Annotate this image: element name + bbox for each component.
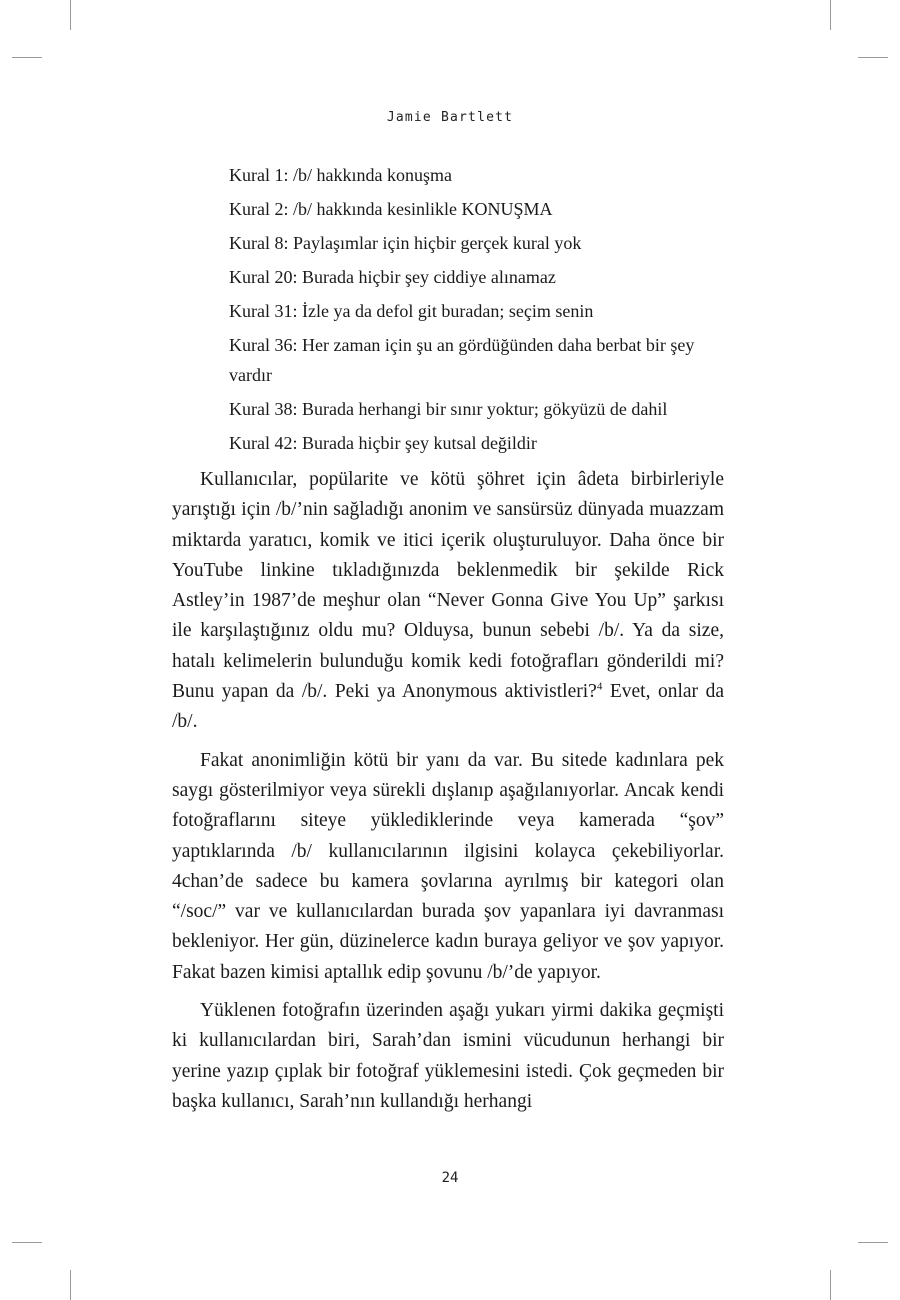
crop-mark-top-right: [830, 0, 831, 30]
rule-item: Kural 42: Burada hiçbir şey kutsal değildir: [229, 433, 537, 453]
paragraph-1: [172, 465, 724, 738]
paragraph-2: Fakat anonimliğin kötü bir yanı da var. Bu sitede kadınlara pek saygı gösterilmiyor veya sürekli dışlanıp aşağılanıyorlar. Ancak kendi fotoğraflarını siteye yüklediklerinde veya kamerada “şov” yaptıklarında /b/ kullanıcılarının ilgisini kolayca çekebiliyorlar. 4chan’de sadece bu kamera şovlarına ayrılmış bir kategori olan “/soc/” var ve kullanıcılardan burada şov yapanlara iyi davranması bekleniyor. Her gün, düzinelerce kadın buraya geliyor ve şov yapıyor. Fakat bazen kimisi aptallık edip şovunu /b/’de yapıyor.: [172, 749, 724, 983]
rule-item: Kural 8: Paylaşımlar için hiçbir gerçek kural yok: [229, 233, 582, 253]
crop-mark-top-left: [70, 0, 71, 30]
crop-mark-bottom-right: [830, 1270, 831, 1300]
rule-item: Kural 20: Burada hiçbir şey ciddiye alınamaz: [229, 267, 556, 287]
footnote-marker: 4: [596, 680, 603, 693]
body-text: [172, 465, 724, 1125]
paragraph-3: Yüklenen fotoğrafın üzerinden aşağı yukarı yirmi dakika geçmişti ki kullanıcılardan biri, Sarah’dan ismini vücudunun herhangi bir yerine yazıp çıplak bir fotoğraf yüklemesini istedi. Çok geçmeden bir başka kullanıcı, Sarah’nın kullandığı herhangi: [172, 1000, 724, 1112]
rules-list: [229, 160, 724, 462]
rule-item: Kural 31: İzle ya da defol git buradan; seçim senin: [229, 301, 594, 321]
page-number: 24: [441, 1170, 459, 1186]
rule-item: Kural 38: Burada herhangi bir sınır yoktur; gökyüzü de dahil: [229, 399, 668, 419]
crop-mark-right-top: [858, 57, 888, 58]
crop-mark-bottom-left: [70, 1270, 71, 1300]
crop-mark-left-top: [12, 57, 42, 58]
crop-mark-right-bottom: [858, 1242, 888, 1243]
rule-item: Kural 36: Her zaman için şu an gördüğünden daha berbat bir şey vardır: [229, 335, 695, 385]
rule-item: Kural 2: /b/ hakkında kesinlikle KONUŞMA: [229, 199, 553, 219]
crop-mark-left-bottom: [12, 1242, 42, 1243]
paragraph-1-text: Kullanıcılar, popülarite ve kötü şöhret için âdeta birbirleriyle yarıştığı için /b/’nin sağladığı anonim ve sansürsüz dünyada muazzam miktarda yaratıcı, komik ve itici içerik oluşturuluyor. Daha önce bir YouTube linkine tıkladığınızda beklenmedik bir şekilde Rick Astley’in 1987’de meşhur olan “Never Gonna Give You Up” şarkısı ile karşılaştığınız oldu mu? Olduysa, bunun sebebi /b/. Ya da size, hatalı kelimelerin bulunduğu komik kedi fotoğrafları gönderildi mi? Bunu yapan da /b/. Peki ya Anonymous aktivistleri?: [172, 469, 724, 703]
paragraph-1-tail: Evet, onlar da /b/.: [172, 681, 724, 733]
running-head: Jamie Bartlett: [386, 110, 514, 125]
rule-item: Kural 1: /b/ hakkında konuşma: [229, 165, 452, 185]
